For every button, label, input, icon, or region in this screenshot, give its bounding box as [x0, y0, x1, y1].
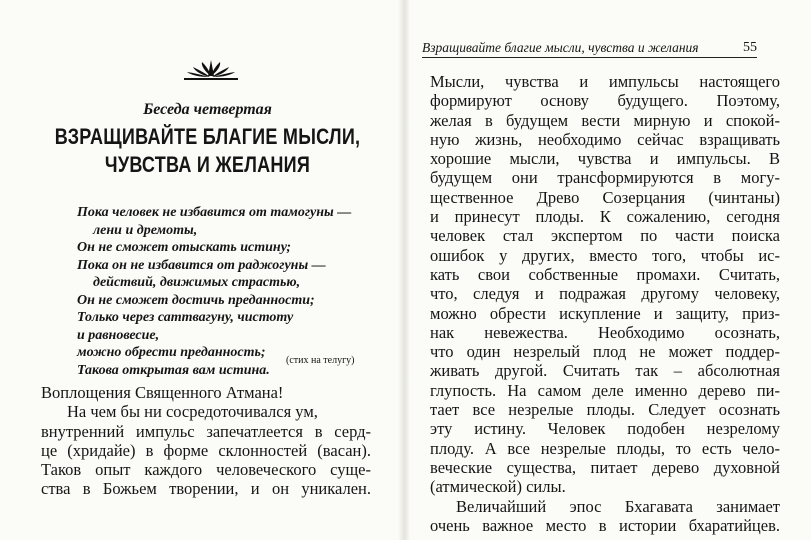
body-line: ства в Божьем творении, и он уникален.	[41, 479, 371, 499]
page-number: 55	[743, 40, 757, 55]
poem-line: лени и дремоты,	[93, 222, 198, 238]
poem-line: Пока он не избавится от раджогуны —	[77, 257, 326, 273]
body-line: щественное Древо Созерцания (чинтаны)	[430, 187, 780, 207]
body-line: будущем они трансформируются в могу-	[430, 168, 780, 188]
body-line: (атмической) силы.	[430, 477, 566, 497]
poem-line: Только через саттвагуну, чистоту	[77, 310, 294, 325]
body-line: кать свои собственные промахи. Считать,	[430, 264, 780, 284]
body-line: человек стал экспертом по части поиска	[430, 226, 780, 246]
right-body-text	[430, 72, 780, 535]
right-page	[408, 0, 811, 540]
body-line: тает все незрелые плоды. Следует осознать	[430, 400, 780, 420]
body-line: нак невежества. Необходимо осознать,	[430, 322, 780, 342]
left-page	[0, 0, 400, 540]
body-line: можно обрести искупление и защиту, приз-	[430, 303, 780, 323]
body-line: плоду. А все незрелые плоды, то есть чело-	[430, 438, 780, 458]
epigraph-poem	[77, 204, 377, 379]
body-line: На чем бы ни сосредоточивался ум,	[67, 402, 318, 422]
chapter-title-line-1: ВЗРАЩИВАЙТЕ БЛАГИЕ МЫСЛИ,	[54, 124, 361, 149]
poem-line: можно обрести преданность;	[77, 345, 266, 360]
body-line: живать другой. Считать так – абсолютная	[430, 361, 780, 381]
poem-line: Такова открытая вам истина.	[77, 362, 270, 378]
body-line: Величайший эпос Бхагавата занимает	[456, 496, 780, 516]
body-line: внутренний импульс запечатлеется в серд-	[41, 421, 371, 441]
poem-source-note: (стих на телугу)	[286, 355, 355, 366]
body-line: глупость. На самом деле именно дерево пи-	[430, 380, 780, 400]
body-line: формируют основу будущего. Поэтому,	[430, 91, 780, 111]
poem-line: Он не сможет достичь преданности;	[77, 292, 315, 308]
body-line: Мысли, чувства и импульсы настоящего	[430, 72, 780, 91]
body-line: хорошие мысли, чувства и импульсы. В	[430, 149, 780, 169]
conversation-label: Беседа четвертая	[143, 101, 272, 118]
body-line: ную жизнь, необходимо сейчас взращивать	[430, 129, 780, 149]
left-body-text	[41, 383, 371, 499]
body-line: ошибок у других, вместо того, чтобы ис-	[430, 245, 780, 265]
lotus-ornament-icon	[182, 59, 240, 81]
body-line: веческие существа, питает дерево духовной	[430, 457, 780, 477]
body-line: что, следуя и подражая другому человеку,	[430, 284, 780, 304]
body-line: что один незрелый плод не может поддер-	[430, 342, 780, 362]
body-line: эту истину. Человек подобен незрелому	[430, 419, 780, 439]
body-line: желая в будущем вести мирную и спокой-	[430, 110, 780, 130]
poem-line: Пока человек не избавится от тамогуны —	[77, 205, 352, 220]
body-line: очень важное место в истории бхаратийцев.	[430, 515, 780, 535]
body-line: Таков опыт каждого человеческого суще-	[41, 460, 371, 480]
body-line: це (хридайе) в форме склонностей (васан).	[41, 440, 371, 460]
running-head: Взращивайте благие мысли, чувства и желания	[422, 40, 757, 58]
poem-line: и равновесие,	[77, 327, 160, 343]
body-line: и принесут плоды. К сожалению, сегодня	[430, 207, 780, 227]
poem-line: Он не сможет отыскать истину;	[77, 240, 292, 255]
poem-line: действий, движимых страстью,	[93, 275, 301, 290]
body-line: Воплощения Священного Атмана!	[41, 383, 284, 402]
chapter-title-line-2: ЧУВСТВА И ЖЕЛАНИЯ	[104, 152, 311, 177]
